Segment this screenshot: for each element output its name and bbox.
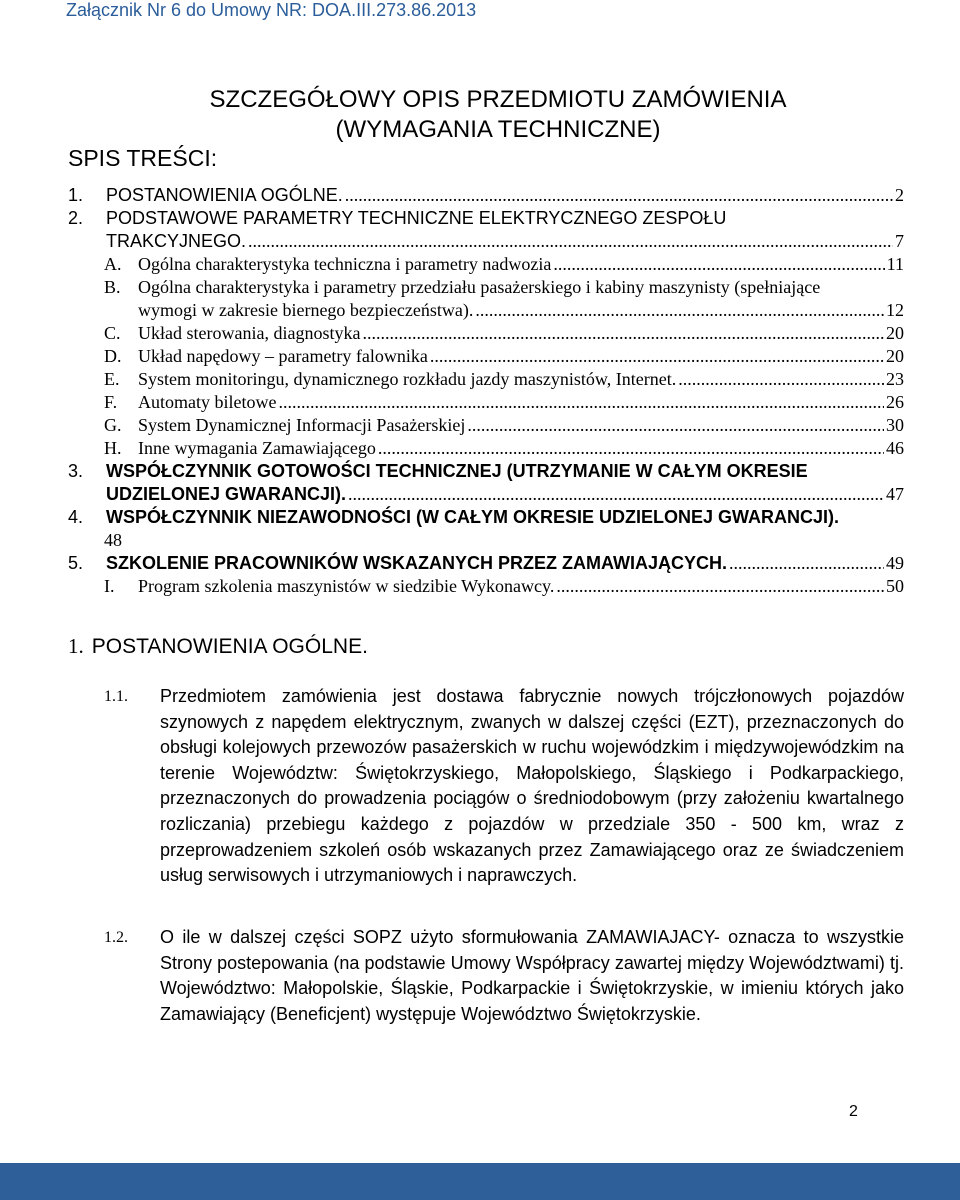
toc-entry[interactable] — [68, 345, 904, 368]
toc-entry[interactable] — [68, 414, 904, 437]
toc-entry-page: 7 — [895, 231, 904, 251]
toc-entry-page: 20 — [886, 346, 904, 366]
toc-leader — [362, 322, 884, 345]
toc-entry-label: Układ napędowy – parametry falownika — [138, 346, 428, 366]
section-title: POSTANOWIENIA OGÓLNE. — [91, 635, 368, 658]
toc-entry[interactable] — [68, 575, 904, 598]
toc-leader — [678, 368, 884, 391]
toc-leader — [729, 552, 884, 575]
paragraph — [104, 925, 904, 1027]
document-title: SZCZEGÓŁOWY OPIS PRZEDMIOTU ZAMÓWIENIA — [209, 86, 787, 113]
toc-entry-page: 12 — [886, 300, 904, 320]
toc-entry-page[interactable]: 48 — [104, 530, 122, 550]
toc-entry-page: 20 — [886, 323, 904, 343]
toc-entry-number: I. — [104, 576, 115, 596]
toc-leader — [248, 230, 893, 253]
toc-heading: SPIS TREŚCI: — [68, 145, 218, 171]
toc-entry[interactable] — [68, 391, 904, 414]
toc-leader — [430, 345, 884, 368]
toc-entry-page: 2 — [895, 185, 904, 205]
toc-entry-label: PODSTAWOWE PARAMETRY TECHNICZNE ELEKTRYCZNEGO ZESPOŁU — [106, 208, 727, 228]
document-subtitle: (WYMAGANIA TECHNICZNE) — [335, 116, 661, 143]
toc-entry-number: 4. — [68, 507, 84, 527]
toc-entry-page: 11 — [886, 254, 904, 274]
toc-leader — [378, 437, 884, 460]
toc-entry[interactable] — [68, 253, 904, 276]
toc-entry-label: POSTANOWIENIA OGÓLNE. — [106, 185, 343, 205]
toc-entry-page: 46 — [886, 438, 904, 458]
toc-entry-label: Automaty biletowe — [138, 392, 277, 412]
toc-entry-label: WSPÓŁCZYNNIK GOTOWOŚCI TECHNICZNEJ (UTRZYMANIE W CAŁYM OKRESIE — [106, 461, 808, 481]
toc-leader — [345, 184, 893, 207]
toc-entry-label: System Dynamicznej Informacji Pasażerskiej — [138, 415, 466, 435]
paragraph-number: 1.2. — [104, 929, 128, 946]
toc-entry-number: B. — [104, 277, 121, 297]
toc-entry-label: Ogólna charakterystyka i parametry przedziału pasażerskiego i kabiny maszynisty (spełniające — [138, 277, 821, 297]
toc-entry-continuation[interactable] — [68, 230, 904, 253]
toc-entry-label: System monitoringu, dynamicznego rozkładu jazdy maszynistów, Internet. — [138, 369, 677, 389]
toc-entry-number: E. — [104, 369, 120, 389]
toc-entry-page: 49 — [886, 553, 904, 573]
toc-entry[interactable] — [68, 506, 904, 529]
toc-entry-number: A. — [104, 254, 122, 274]
toc-entry[interactable] — [68, 207, 904, 230]
page-number: 2 — [849, 1103, 858, 1120]
toc-entry-number: D. — [104, 346, 122, 366]
toc-leader — [278, 391, 884, 414]
toc-entry-continuation[interactable] — [68, 299, 904, 322]
toc-entry-label-continued: UDZIELONEJ GWARANCJI). — [106, 484, 347, 504]
paragraph-number: 1.1. — [104, 688, 128, 705]
toc-leader — [556, 575, 884, 598]
toc-entry-label: Ogólna charakterystyka techniczna i parametry nadwozia — [138, 254, 552, 274]
toc-leader — [348, 483, 884, 506]
toc-entry[interactable] — [68, 437, 904, 460]
toc-leader — [475, 299, 884, 322]
toc-entry-number: 3. — [68, 461, 84, 481]
toc-entry-number: F. — [104, 392, 118, 412]
toc-entry-label: Układ sterowania, diagnostyka — [138, 323, 361, 343]
section-heading — [68, 634, 368, 659]
toc-entry-label: SZKOLENIE PRACOWNIKÓW WSKAZANYCH PRZEZ ZAMAWIAJĄCYCH. — [106, 553, 727, 573]
toc-entry-number: G. — [104, 415, 122, 435]
toc-entry[interactable] — [68, 460, 904, 483]
toc-leader — [553, 253, 884, 276]
toc-entry-page: 23 — [886, 369, 904, 389]
toc-entry-number: C. — [104, 323, 121, 343]
paragraph-text: O ile w dalszej części SOPZ użyto sformułowania ZAMAWIAJACY- oznacza to wszystkie Strony postepowania (na podstawie Umowy Współpracy zawartej między Województwami) tj. Województwo: Małopolskie, Śląskie, Podkarpackie i Świętokrzyskie, w imieniu których jako Zamawiający (Beneficjent) występuje Województwo Świętokrzyskie. — [160, 927, 904, 1024]
toc-entry-page: 30 — [886, 415, 904, 435]
toc-entry-number: 2. — [68, 208, 84, 228]
toc-entry[interactable] — [68, 322, 904, 345]
toc-entry[interactable] — [68, 552, 904, 575]
toc-entry-label: WSPÓŁCZYNNIK NIEZAWODNOŚCI (W CAŁYM OKRESIE UDZIELONEJ GWARANCJI). — [106, 507, 840, 527]
toc-entry-page: 47 — [886, 484, 904, 504]
toc-entry-label: Program szkolenia maszynistów w siedzibie Wykonawcy. — [138, 576, 555, 596]
toc-entry-number: 1. — [68, 185, 84, 205]
toc-entry-page: 50 — [886, 576, 904, 596]
paragraph-text: Przedmiotem zamówienia jest dostawa fabrycznie nowych trójczłonowych pojazdów szynowych z napędem elektrycznym, zwanych w dalszej części (EZT), przeznaczonych do obsługi kolejowych przewozów pasażerskich w ruchu wojewódzkim i międzywojewódzkim na terenie Województw: Świętokrzyskiego, Małopolskiego, Śląskiego i Podkarpackiego, przeznaczonych do prowadzenia pociągów o średniodobowym (przy założeniu kwartalnego rozliczania) przebiegu każdego z pojazdów w przedziale 350 - 500 km, wraz z przeprowadzeniem szkoleń osób wskazanych przez Zamawiającego oraz ze świadczeniem usług serwisowych i utrzymaniowych i naprawczych. — [160, 686, 904, 886]
toc-entry-label-continued: wymogi w zakresie biernego bezpieczeństwa). — [138, 300, 474, 320]
toc-entry-label: Inne wymagania Zamawiającego — [138, 438, 376, 458]
section-number: 1. — [68, 634, 84, 658]
toc-entry[interactable] — [68, 184, 904, 207]
toc-entry[interactable] — [68, 276, 904, 299]
toc-entry[interactable] — [68, 368, 904, 391]
toc-entry-continuation[interactable] — [68, 483, 904, 506]
table-of-contents — [68, 184, 904, 598]
toc-entry-number: 5. — [68, 553, 84, 573]
document-header: Załącznik Nr 6 do Umowy NR: DOA.III.273.86.2013 — [66, 0, 477, 20]
paragraph — [104, 684, 904, 889]
toc-entry-label-continued: TRAKCYJNEGO. — [106, 231, 247, 251]
toc-entry-number: H. — [104, 438, 122, 458]
footer-bar — [0, 1163, 960, 1200]
toc-entry-page: 26 — [886, 392, 904, 412]
toc-leader — [467, 414, 884, 437]
